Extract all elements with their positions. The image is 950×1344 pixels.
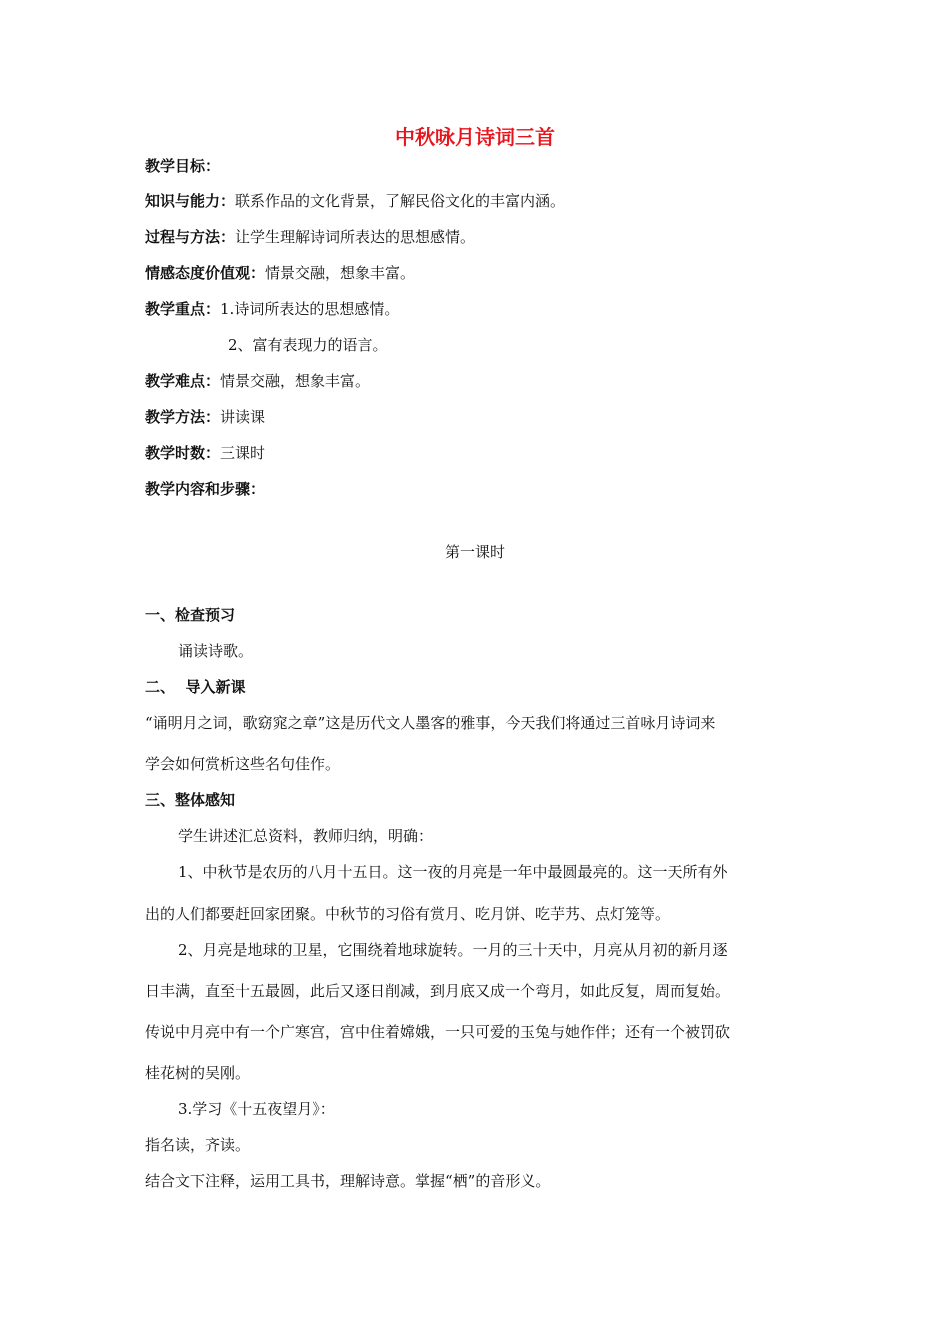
emotion-label: 情感态度价值观： [145,264,266,282]
content-heading: 教学内容和步骤： [145,480,266,498]
key-points-item-1: 1.诗词所表达的思想感情。 [220,300,400,318]
hours-text: 三课时 [220,444,266,462]
section3-p1-line-1: 1、中秋节是农历的八月十五日。这一夜的月亮是一年中最圆最亮的。这一天所有外 [178,863,728,881]
section2-line-1: “诵明月之词，歌窈窕之章”这是历代文人墨客的雅事，今天我们将通过三首咏月诗词来 [145,714,716,732]
emotion-text: 情景交融，想象丰富。 [265,264,416,282]
key-points-row [145,299,399,319]
difficulties-row [145,371,370,391]
section3-p5: 结合文下注释，运用工具书，理解诗意。掌握“栖”的音形义。 [145,1172,551,1190]
key-points-item-2: 2、富有表现力的语言。 [228,336,388,354]
method-text: 讲读课 [220,408,266,426]
knowledge-row [145,191,565,211]
lesson-heading: 第一课时 [444,543,505,561]
knowledge-text: 联系作品的文化背景，了解民俗文化的丰富内涵。 [235,192,566,210]
section3-p2-line-3: 传说中月亮中有一个广寒宫，宫中住着嫦娥，一只可爱的玉兔与她作伴；还有一个被罚砍 [145,1023,731,1041]
process-row [145,227,475,247]
hours-row [145,443,265,463]
document-title: 中秋咏月诗词三首 [395,125,555,149]
section3-p3: 3.学习《十五夜望月》： [178,1100,335,1118]
process-label: 过程与方法： [145,228,236,246]
knowledge-label: 知识与能力： [145,192,236,210]
section3-p2-line-1: 2、月亮是地球的卫星，它围绕着地球旋转。一月的三十天中，月亮从月初的新月逐 [178,941,728,959]
method-row [145,407,265,427]
process-text: 让学生理解诗词所表达的思想感情。 [235,228,476,246]
hours-label: 教学时数： [145,444,221,462]
difficulties-text: 情景交融，想象丰富。 [220,372,371,390]
difficulties-label: 教学难点： [145,372,221,390]
section3-p4: 指名读，齐读。 [145,1136,251,1154]
section3-heading: 三、整体感知 [145,791,236,809]
objectives-heading: 教学目标： [145,157,221,175]
section3-p2-line-2: 日丰满，直至十五最圆，此后又逐日削减，到月底又成一个弯月，如此反复，周而复始。 [145,982,731,1000]
section3-p2-line-4: 桂花树的吴刚。 [145,1064,251,1082]
section2-heading: 二、 导入新课 [145,678,246,696]
emotion-row [145,263,415,283]
section1-heading: 一、检查预习 [145,606,236,624]
key-points-label: 教学重点： [145,300,221,318]
method-label: 教学方法： [145,408,221,426]
section3-p1-line-2: 出的人们都要赶回家团聚。中秋节的习俗有赏月、吃月饼、吃芋艿、点灯笼等。 [145,905,671,923]
section1-text: 诵读诗歌。 [178,642,254,660]
section2-line-2: 学会如何赏析这些名句佳作。 [145,755,341,773]
section3-intro: 学生讲述汇总资料，教师归纳，明确： [178,827,434,845]
